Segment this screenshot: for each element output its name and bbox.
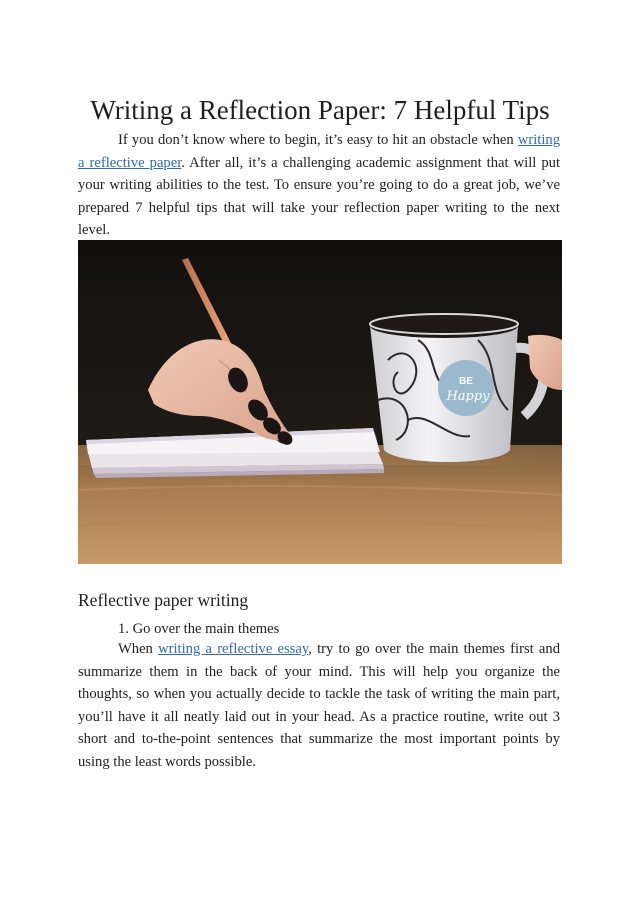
mug-text-happy: Happy — [446, 389, 490, 404]
tip-heading-1: 1. Go over the main themes — [118, 621, 280, 637]
intro-paragraph — [78, 129, 560, 242]
section-heading: Reflective paper writing — [78, 590, 249, 610]
tip-1-text-end: , try to go over the main themes first and summarize them in the back of your mind. This will help you organize the thoughts, so when you actually decide to tackle the task of writing the main part, you’ll have it all neatly laid out in your head. As a practice routine, write out 3 short and to-the-point sentences that summarize the most important points by using the least words possible. — [78, 641, 561, 770]
page-title: Writing a Reflection Paper: 7 Helpful Tips — [90, 95, 550, 125]
tip-1-paragraph — [78, 638, 560, 773]
intro-text-start: If you don’t know where to begin, it’s easy to hit an obstacle when — [118, 132, 518, 148]
tip-1-text-start: When — [118, 641, 159, 657]
mug-text-be: BE — [459, 376, 473, 387]
reflective-paper-link[interactable]: writing a reflective paper — [78, 132, 560, 171]
intro-text-end: . After all, it’s a challenging academic assignment that will put your writing abilities to the test. To ensure you’re going to do a great job, we’ve prepared 7 helpful tips that will take your reflection paper writing to the next level. — [78, 154, 560, 238]
reflective-essay-link[interactable]: writing a reflective essay — [158, 641, 309, 657]
writing-photo — [78, 240, 562, 564]
